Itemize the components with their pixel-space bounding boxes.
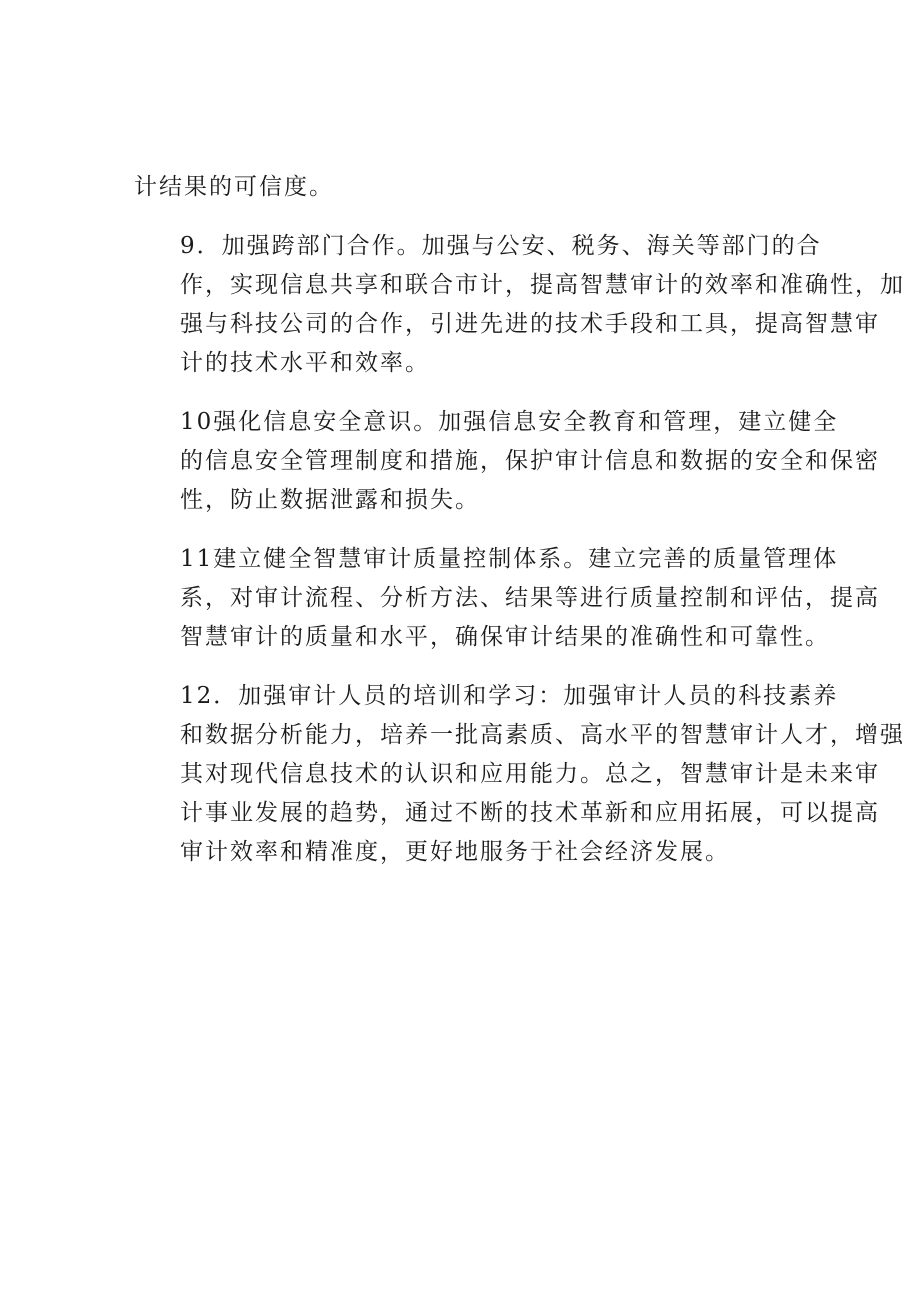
paragraph-item-10 — [134, 403, 880, 520]
text-line: 计的技术水平和效率。 — [180, 350, 430, 376]
paragraph-item-11 — [134, 540, 880, 657]
text-line: 审计效率和精准度，更好地服务于社会经济发展。 — [180, 839, 730, 865]
text-line: 作，实现信息共享和联合市计，提高智慧审计的效率和准确性，加 — [180, 272, 905, 298]
text-line: 系，对审计流程、分析方法、结果等进行质量控制和评估，提高 — [180, 585, 880, 611]
document-body — [134, 168, 905, 892]
text-line: 计事业发展的趋势，通过不断的技术革新和应用拓展，可以提高 — [180, 800, 880, 826]
paragraph-continuation — [134, 168, 789, 207]
text-line: 计结果的可信度。 — [134, 174, 334, 200]
text-line: 智慧审计的质量和水平，确保审计结果的准确性和可靠性。 — [180, 624, 830, 650]
text-line: 和数据分析能力，培养一批高素质、高水平的智慧审计人才，增强 — [180, 722, 905, 748]
text-line: 强与科技公司的合作，引进先进的技术手段和工具，提高智慧审 — [180, 311, 880, 337]
text-line: 10强化信息安全意识。加强信息安全教育和管理，建立健全 — [180, 409, 839, 435]
text-line: 其对现代信息技术的认识和应用能力。总之，智慧审计是未来审 — [180, 761, 880, 787]
paragraph-item-12 — [134, 677, 905, 872]
paragraph-item-9 — [134, 227, 905, 383]
text-line: 9．加强跨部门合作。加强与公安、税务、海关等部门的合 — [180, 233, 822, 259]
text-line: 11建立健全智慧审计质量控制体系。建立完善的质量管理体 — [180, 546, 839, 572]
text-line: 性，防止数据泄露和损失。 — [180, 487, 480, 513]
text-line: 的信息安全管理制度和措施，保护审计信息和数据的安全和保密 — [180, 448, 880, 474]
text-line: 12．加强审计人员的培训和学习：加强审计人员的科技素养 — [180, 683, 839, 709]
